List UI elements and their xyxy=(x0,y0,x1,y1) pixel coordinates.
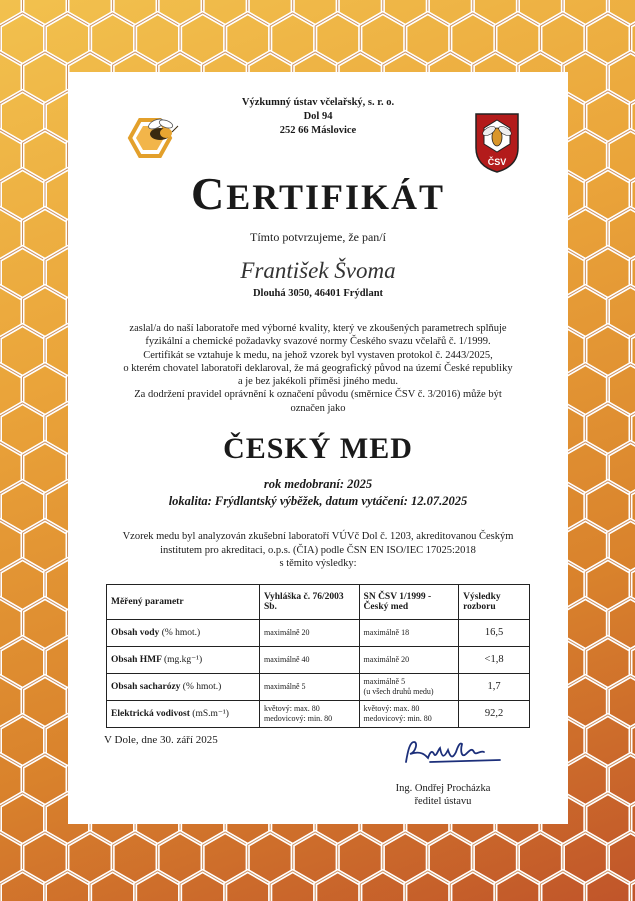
honeycomb-cell-outline xyxy=(203,0,248,26)
honeycomb-cell-outline xyxy=(608,754,635,806)
institute-city: 252 66 Máslovice xyxy=(279,125,357,136)
certificate-body-text xyxy=(92,322,544,415)
honeycomb-cell-outline xyxy=(608,52,635,104)
honeycomb-cell xyxy=(608,832,635,884)
column-header: SN ČSV 1/1999 - Český med xyxy=(359,585,459,620)
honeycomb-cell xyxy=(248,0,293,26)
honeycomb-cell xyxy=(631,91,635,143)
param-unit: (mg.kg⁻¹) xyxy=(163,655,203,665)
honeycomb-cell-outline xyxy=(360,871,405,901)
honeycomb-cell xyxy=(428,0,473,26)
analysis-line: Vzorek medu byl analyzován zkušební laboratoří VÚVč Dol č. 1203, akreditovanou Českým xyxy=(122,531,514,542)
analysis-text xyxy=(86,530,550,571)
honeycomb-cell xyxy=(631,247,635,299)
honeycomb-cell xyxy=(631,715,635,767)
honeycomb-cell xyxy=(631,325,635,377)
honeycomb-cell xyxy=(631,169,635,221)
column-header: Měřený parametr xyxy=(107,585,260,620)
honeycomb-cell-outline xyxy=(338,0,383,26)
norm-note: (u všech druhů medu) xyxy=(363,687,434,696)
csv-emblem-text: ČSV xyxy=(487,157,507,167)
honeycomb-cell xyxy=(473,0,518,26)
honeycomb-cell-outline xyxy=(608,676,635,728)
honeycomb-cell-outline xyxy=(608,442,635,494)
honeycomb-cell xyxy=(383,0,428,26)
honeycomb-cell xyxy=(585,871,630,901)
honeycomb-cell xyxy=(608,364,635,416)
honeycomb-cell-outline xyxy=(450,871,495,901)
honeycomb-cell-outline xyxy=(383,0,428,26)
certificate-title-text: CERTIFIKÁT xyxy=(190,168,445,219)
honeycomb-cell xyxy=(68,0,113,26)
decree-limit: květový: max. 80 xyxy=(263,704,320,713)
director-block xyxy=(368,782,518,808)
honeycomb-cell xyxy=(540,871,585,901)
analysis-line: s těmito výsledky: xyxy=(279,558,357,569)
honeycomb-cell xyxy=(158,0,203,26)
column-header: Výsledky rozboru xyxy=(459,585,530,620)
honeycomb-cell-outline xyxy=(608,130,635,182)
param-name: Obsah sacharózy xyxy=(111,682,181,692)
decree-limit: medovicový: min. 80 xyxy=(263,714,333,723)
honeycomb-cell xyxy=(518,0,563,26)
honeycomb-cell-outline xyxy=(495,871,540,901)
certificate-paper xyxy=(68,72,568,824)
table-row xyxy=(107,701,530,728)
honeycomb-cell-outline xyxy=(135,871,180,901)
honeycomb-cell-outline xyxy=(608,364,635,416)
honeycomb-cell-outline xyxy=(68,0,113,26)
table-row xyxy=(107,620,530,647)
param-name: Elektrická vodivost xyxy=(111,709,190,719)
body-line: označen jako xyxy=(290,402,346,414)
param-name: Obsah HMF xyxy=(111,655,162,665)
honeycomb-cell xyxy=(631,13,635,65)
director-signature xyxy=(400,736,510,770)
honeycomb-cell xyxy=(631,481,635,533)
honeycomb-cell xyxy=(608,520,635,572)
place-and-date: V Dole, dne 30. září 2025 xyxy=(104,734,218,746)
column-header: Vyhláška č. 76/2003 Sb. xyxy=(259,585,359,620)
norm-limit: medovicový: min. 80 xyxy=(363,714,432,723)
honeycomb-cell-outline xyxy=(473,0,518,26)
institute-street: Dol 94 xyxy=(303,111,333,122)
honeycomb-cell xyxy=(180,871,225,901)
body-line: Certifikát se vztahuje k medu, na jehož vzorek byl vystaven protokol č. 2443/2025, xyxy=(143,349,493,361)
director-role: ředitel ústavu xyxy=(414,796,472,807)
param-name: Obsah vody xyxy=(111,628,160,638)
param-unit: (% hmot.) xyxy=(161,628,201,638)
honeycomb-cell-outline xyxy=(608,520,635,572)
honeycomb-cell xyxy=(270,871,315,901)
honeycomb-cell-outline xyxy=(180,871,225,901)
honeycomb-cell-outline xyxy=(225,871,270,901)
honeycomb-cell-outline xyxy=(90,871,135,901)
honeycomb-cell xyxy=(23,0,68,26)
honeycomb-cell-outline xyxy=(540,871,585,901)
decree-limit: maximálně 40 xyxy=(259,647,359,674)
honeycomb-cell xyxy=(405,871,450,901)
result-value: 16,5 xyxy=(459,620,530,647)
harvest-year: rok medobraní: 2025 xyxy=(263,477,373,491)
honeycomb-cell-outline xyxy=(270,871,315,901)
norm-limit: maximálně 20 xyxy=(359,647,459,674)
honeycomb-cell-outline xyxy=(608,598,635,650)
honeycomb-cell xyxy=(608,598,635,650)
honeycomb-cell-outline xyxy=(23,0,68,26)
honeycomb-cell-outline xyxy=(248,0,293,26)
honeycomb-cell xyxy=(450,871,495,901)
norm-limit: maximálně 5 xyxy=(363,677,406,686)
honeycomb-cell-outline xyxy=(0,871,45,901)
table-header-row xyxy=(107,585,530,620)
body-line: o kterém chovatel laboratoři deklaroval, že má geografický původ na území České republiky xyxy=(123,362,513,374)
table-row xyxy=(107,674,530,701)
honeycomb-cell xyxy=(631,559,635,611)
param-unit: (% hmot.) xyxy=(182,682,222,692)
honeycomb-cell-outline xyxy=(113,0,158,26)
honeycomb-cell xyxy=(563,0,608,26)
results-table xyxy=(106,584,530,728)
recipient-name: František Švoma xyxy=(240,258,396,283)
honeycomb-cell-outline xyxy=(518,0,563,26)
table-row xyxy=(107,647,530,674)
honeycomb-cell xyxy=(608,442,635,494)
honeycomb-cell xyxy=(360,871,405,901)
honeycomb-cell-outline xyxy=(563,0,608,26)
recipient-address: Dlouhá 3050, 46401 Frýdlant xyxy=(252,288,384,299)
body-line: a je bez jakékoli příměsi jiného medu. xyxy=(237,376,399,388)
honeycomb-cell xyxy=(608,130,635,182)
decree-limit: maximálně 20 xyxy=(259,620,359,647)
director-name: Ing. Ondřej Procházka xyxy=(395,783,491,794)
honeycomb-cell xyxy=(338,0,383,26)
analysis-line: institutem pro akreditaci, o.p.s. (ČIA) podle ČSN EN ISO/IEC 17025:2018 xyxy=(160,544,476,556)
honeycomb-cell xyxy=(315,871,360,901)
norm-limit: maximálně 18 xyxy=(359,620,459,647)
body-line: fyzikální a chemické požadavky svazové normy Českého svazu včelařů č. 1/1999. xyxy=(145,336,491,348)
locality-info: lokalita: Frýdlantský výběžek, datum vytáčení: 12.07.2025 xyxy=(168,494,468,508)
honeycomb-cell xyxy=(495,871,540,901)
honeycomb-cell-outline xyxy=(158,0,203,26)
honeycomb-cell xyxy=(608,208,635,260)
confirm-text: Tímto potvrzujeme, že pan/í xyxy=(250,230,386,244)
honeycomb-cell xyxy=(225,871,270,901)
certificate-title xyxy=(68,168,568,223)
honeycomb-cell xyxy=(608,286,635,338)
honeycomb-cell xyxy=(608,52,635,104)
honeycomb-cell-outline xyxy=(585,871,630,901)
honeycomb-cell xyxy=(90,871,135,901)
honeycomb-cell xyxy=(113,0,158,26)
honeycomb-cell xyxy=(608,754,635,806)
honeycomb-cell-outline xyxy=(608,286,635,338)
honeycomb-cell-outline xyxy=(608,208,635,260)
honeycomb-cell-outline xyxy=(608,832,635,884)
result-value: <1,8 xyxy=(459,647,530,674)
honeycomb-cell xyxy=(45,871,90,901)
honeycomb-cell xyxy=(0,871,45,901)
honeycomb-cell-outline xyxy=(45,871,90,901)
honeycomb-cell-outline xyxy=(428,0,473,26)
honeycomb-cell-outline xyxy=(405,871,450,901)
decree-limit: maximálně 5 xyxy=(259,674,359,701)
honeycomb-cell xyxy=(631,793,635,845)
result-value: 92,2 xyxy=(459,701,530,728)
honeycomb-cell xyxy=(293,0,338,26)
product-label: ČESKÝ MED xyxy=(223,432,413,465)
param-unit: (mS.m⁻¹) xyxy=(192,709,229,719)
honeycomb-cell xyxy=(608,676,635,728)
honeycomb-cell xyxy=(631,637,635,689)
honeycomb-cell-outline xyxy=(293,0,338,26)
honeycomb-cell xyxy=(135,871,180,901)
institute-name: Výzkumný ústav včelařský, s. r. o. xyxy=(241,97,395,108)
honeycomb-cell-outline xyxy=(315,871,360,901)
honeycomb-cell xyxy=(631,871,635,901)
result-value: 1,7 xyxy=(459,674,530,701)
norm-limit: květový: max. 80 xyxy=(363,704,420,713)
body-line: Za dodržení pravidel oprávnění k označení původu (směrnice ČSV č. 3/2016) může být xyxy=(134,389,502,401)
body-line: zaslal/a do naší laboratoře med výborné kvality, který ve zkoušených parametrech splňuje xyxy=(129,323,507,334)
honeycomb-cell xyxy=(631,403,635,455)
honeycomb-cell xyxy=(203,0,248,26)
